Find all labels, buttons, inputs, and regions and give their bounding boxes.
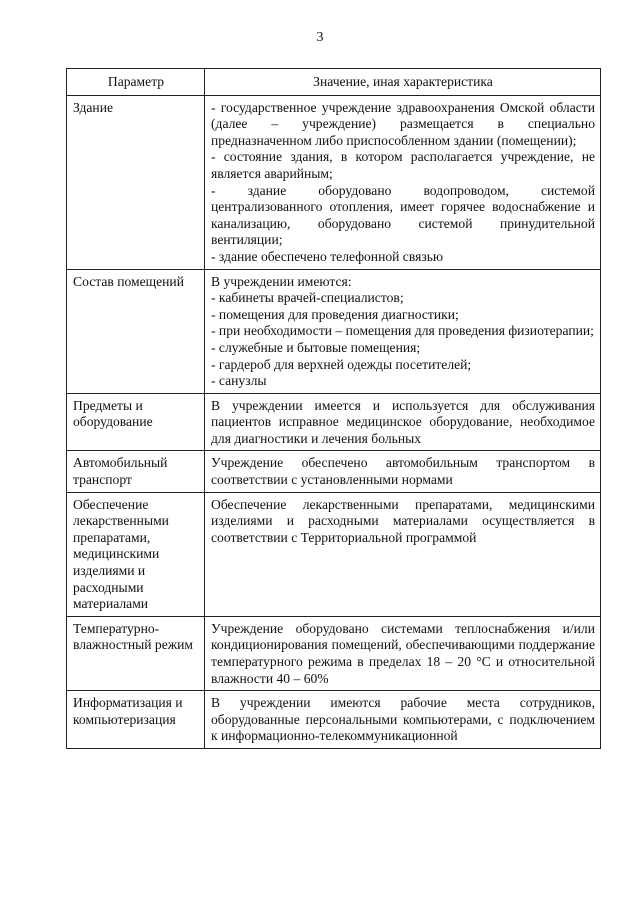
table-row <box>67 492 601 616</box>
parameters-table <box>66 68 601 749</box>
value-line: Обеспечение лекарственными препаратами, медицинскими изделиями и расходными материалами осуществляется в соответствии с Территориальной программой <box>211 496 595 545</box>
header-value: Значение, иная характеристика <box>205 69 601 96</box>
value-line: - здание оборудовано водопроводом, системой централизованного отопления, имеет горячее водоснабжение и канализацию, оборудовано системой принудительной вентиляции; <box>211 182 595 248</box>
param-cell: Информатизация и компьютеризация <box>67 691 205 749</box>
table-row <box>67 95 601 269</box>
param-cell: Температурно-влажностный режим <box>67 616 205 690</box>
param-cell: Состав помещений <box>67 269 205 393</box>
value-line: - санузлы <box>211 373 267 389</box>
table-row <box>67 451 601 492</box>
param-cell: Обеспечение лекарственными препаратами, медицинскими изделиями и расходными материалами <box>67 492 205 616</box>
table-row <box>67 691 601 749</box>
value-line: - здание обеспечено телефонной связью <box>211 248 444 264</box>
value-line: - состояние здания, в котором располагается учреждение, не является аварийным; <box>211 149 595 181</box>
value-line: - помещения для проведения диагностики; <box>211 306 459 322</box>
value-cell <box>205 95 601 269</box>
table-row <box>67 616 601 690</box>
table-header-row <box>67 69 601 96</box>
value-cell <box>205 616 601 690</box>
value-cell <box>205 492 601 616</box>
page-number: 3 <box>316 30 324 45</box>
value-line: В учреждении имеются: <box>211 273 352 289</box>
value-line: - кабинеты врачей-специалистов; <box>211 290 404 306</box>
value-line: - служебные и бытовые помещения; <box>211 339 421 355</box>
value-cell <box>205 691 601 749</box>
value-line: В учреждении имеется и используется для обслуживания пациентов исправное медицинское оборудование, необходимое для диагностики и лечения больных <box>211 397 595 446</box>
value-line: Учреждение обеспечено автомобильным транспортом в соответствии с установленными нормами <box>211 455 595 488</box>
value-line: В учреждении имеются рабочие места сотрудников, оборудованные персональными компьютерами, с подключением к информационно-телекоммуникационной <box>211 695 595 744</box>
param-cell: Предметы и оборудование <box>67 393 205 451</box>
table-row <box>67 269 601 393</box>
param-cell: Здание <box>67 95 205 269</box>
value-cell <box>205 451 601 492</box>
param-cell: Автомобильный транспорт <box>67 451 205 492</box>
value-cell <box>205 269 601 393</box>
value-line: Учреждение оборудовано системами теплоснабжения и/или кондиционирования помещений, обеспечивающими поддержание температурного режима в пределах 18 – 20 °С и относительной влажности 40 – 60% <box>211 620 595 686</box>
value-cell <box>205 393 601 451</box>
header-parameter: Параметр <box>67 69 205 96</box>
value-line: - государственное учреждение здравоохранения Омской области (далее – учреждение) размещается в специально предназначенном либо приспособленном здании (помещении); <box>211 99 595 148</box>
table-row <box>67 393 601 451</box>
value-line: - гардероб для верхней одежды посетителей; <box>211 356 472 372</box>
value-line: - при необходимости – помещения для проведения физиотерапии; <box>211 323 594 339</box>
